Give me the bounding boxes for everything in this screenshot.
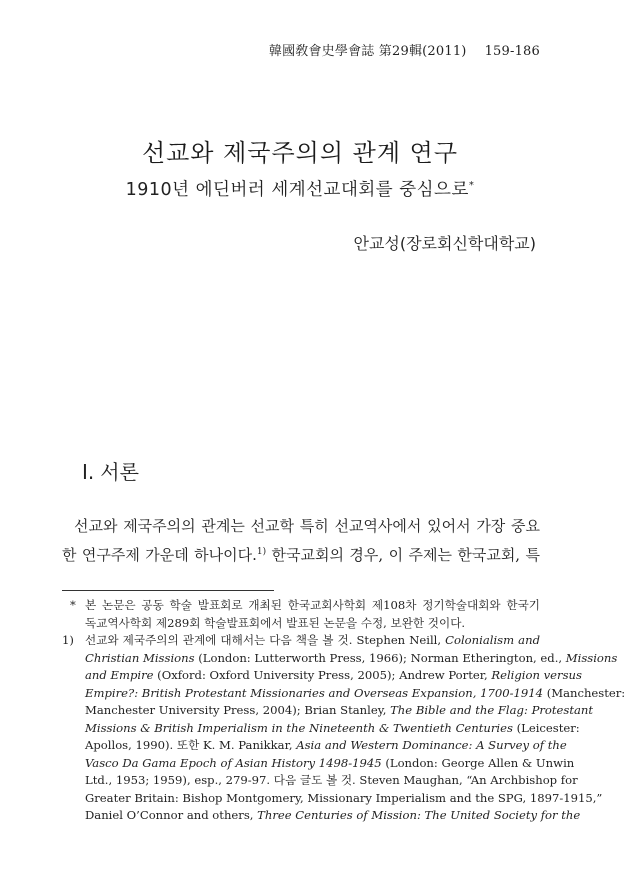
journal-citation: 韓國敎會史學會誌 第29輯(2011) — [268, 44, 467, 59]
footnote-line — [85, 650, 618, 668]
footnote-text: Apollos, 1990). 또한 K. M. Panikkar, — [85, 738, 297, 752]
footnote-line — [85, 720, 580, 738]
footnote-line: Ltd., 1953; 1959), esp., 279-97. 다음 글도 볼 것. Steven Maughan, “An Archbishop for — [85, 773, 578, 787]
section-title: 서론 — [100, 460, 139, 484]
footnotes — [62, 597, 625, 825]
footnote-title: Vasco Da Gama Epoch of Asian History 1498-1945 — [85, 755, 382, 770]
footnote-title: Empire?: British Protestant Missionaries and Overseas Expansion, 1700-1914 — [85, 685, 544, 700]
footnote-line — [85, 667, 582, 685]
footnote-line: 본 논문은 공동 학술 발표회로 개최된 한국교회사학회 제108차 정기학술대회와 한국기 — [85, 598, 540, 612]
article-title: 선교와 제국주의의 관계 연구 — [141, 139, 459, 167]
footnote-line — [85, 632, 540, 650]
footnote-text: Manchester University Press, 2004); Brian Stanley, — [85, 703, 391, 717]
footnote-star — [62, 597, 540, 632]
section-heading — [82, 456, 139, 485]
footnote-text: Daniel O’Connor and others, — [85, 808, 258, 822]
footnote-separator — [62, 590, 274, 591]
footnote-title: Asia and Western Dominance: A Survey of the — [296, 738, 567, 752]
footnote-line: Greater Britain: Bishop Montgomery, Missionary Imperialism and the SPG, 1897-1915,” — [85, 790, 603, 805]
footnote-line — [85, 685, 625, 703]
footnote-text: (Leicester: — [512, 720, 580, 735]
footnote-line — [85, 807, 581, 825]
footnote-text: (London: Lutterworth Press, 1966); Norman Etherington, ed., — [194, 650, 566, 665]
footnote-title: Christian Missions — [85, 650, 195, 665]
body-paragraph — [62, 512, 540, 570]
page-range: 159-186 — [484, 44, 540, 59]
footnote-text: 선교와 제국주의의 관계에 대해서는 다음 책을 볼 것. Stephen Neill, — [85, 633, 446, 647]
footnote-title: Religion versus — [491, 668, 582, 682]
footnote-text: (Oxford: Oxford University Press, 2005); Andrew Porter, — [153, 668, 492, 682]
section-number: Ⅰ. — [82, 460, 95, 484]
running-header — [269, 40, 540, 59]
footnote-text: (London: George Allen & Unwin — [381, 755, 575, 770]
footnote-reference: 1) — [256, 547, 267, 557]
footnote-line — [85, 755, 575, 773]
author-affiliation: 안교성(장로회신학대학교) — [353, 234, 536, 253]
footnote-text: (Manchester: — [543, 685, 625, 700]
body-line: 선교와 제국주의의 관계는 선교학 특히 선교역사에서 있어서 가장 중요 — [74, 517, 540, 535]
body-text-segment: 한국교회의 경우, 이 주제는 한국교회, 특 — [266, 546, 540, 564]
body-line — [62, 541, 540, 570]
footnote-line — [85, 702, 594, 720]
footnote-marker: 1) — [62, 633, 74, 647]
subtitle-text: 1910년 에딘버러 세계선교대회를 중심으로 — [125, 180, 469, 200]
footnote-title: Missions & British Imperialism in the Nineteenth & Twentieth Centuries — [85, 720, 513, 735]
footnote-marker: * — [70, 598, 76, 612]
body-text-segment: 한 연구주제 가운데 하나이다. — [62, 546, 257, 564]
footnote-title: Colonialism and — [445, 633, 540, 647]
footnote-title: and Empire — [85, 668, 154, 682]
footnote-title: The Bible and the Flag: Protestant — [390, 703, 594, 717]
footnote-title: Three Centuries of Mission: The United Society for the — [257, 808, 581, 822]
footnote-line — [85, 737, 567, 755]
footnote-1 — [62, 632, 625, 825]
footnote-title: Missions — [565, 650, 618, 665]
subtitle-footnote-marker: * — [468, 180, 475, 192]
article-subtitle — [0, 176, 600, 201]
footnote-line: 독교역사학회 제289회 학술발표회에서 발표된 논문을 수정, 보완한 것이다. — [85, 615, 466, 630]
